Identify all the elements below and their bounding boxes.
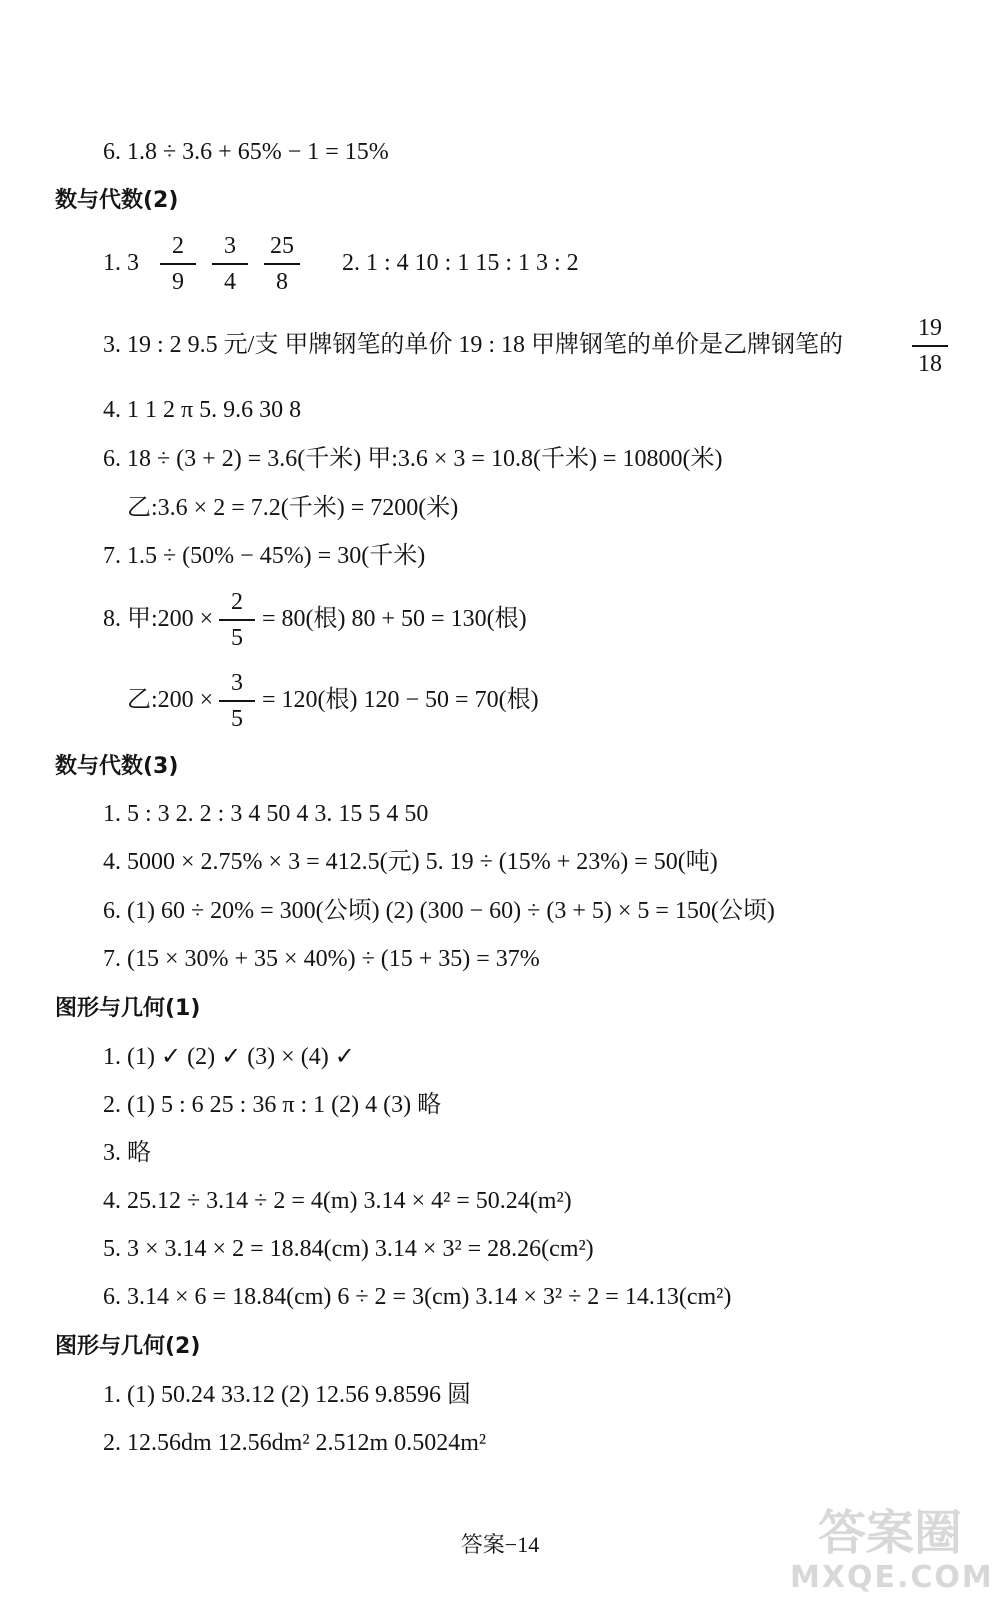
fraction-denominator: 5 — [231, 706, 243, 732]
answer-line: 6. (1) 60 ÷ 20% = 300(公顷) (2) (300 − 60) ÷ (3 + 5) × 5 = 150(公顷) — [103, 898, 775, 924]
fraction — [208, 232, 252, 296]
fraction-bar — [912, 345, 948, 347]
fraction-numerator: 2 — [172, 233, 184, 259]
answer-line: 乙:200 × — [127, 687, 214, 713]
answer-line: 2. 12.56dm 12.56dm² 2.512m 0.5024m² — [103, 1430, 487, 1456]
answer-line: 4. 1 1 2 π 5. 9.6 30 8 — [103, 397, 302, 423]
answer-line: 7. 1.5 ÷ (50% − 45%) = 30(千米) — [103, 543, 426, 569]
page-number: 答案−14 — [460, 1532, 540, 1557]
fraction-numerator: 3 — [231, 670, 243, 696]
answer-line: 2. 1 : 4 10 : 1 15 : 1 3 : 2 — [342, 250, 579, 276]
watermark-url: MXQE.COM — [790, 1560, 994, 1595]
answer-line: = 80(根) 80 + 50 = 130(根) — [262, 606, 527, 632]
answer-line: 6. 1.8 ÷ 3.6 + 65% − 1 = 15% — [103, 139, 389, 165]
answer-line: 4. 25.12 ÷ 3.14 ÷ 2 = 4(m) 3.14 × 4² = 50.24(m²) — [103, 1188, 572, 1214]
fraction — [215, 588, 259, 652]
fraction-bar — [160, 263, 196, 265]
answer-line: 6. 3.14 × 6 = 18.84(cm) 6 ÷ 2 = 3(cm) 3.14 × 3² ÷ 2 = 14.13(cm²) — [103, 1284, 732, 1310]
answer-line: 4. 5000 × 2.75% × 3 = 412.5(元) 5. 19 ÷ (15% + 23%) = 50(吨) — [103, 849, 718, 875]
answer-line: 5. 3 × 3.14 × 2 = 18.84(cm) 3.14 × 3² = 28.26(cm²) — [103, 1236, 594, 1262]
answer-line: 1. (1) ✓ (2) ✓ (3) × (4) ✓ — [103, 1044, 355, 1070]
fraction-bar — [264, 263, 300, 265]
section-heading: 图形与几何(1) — [55, 996, 201, 1021]
answer-line: 1. (1) 50.24 33.12 (2) 12.56 9.8596 圆 — [103, 1382, 471, 1408]
fraction-denominator: 5 — [231, 625, 243, 651]
answer-line: 乙:3.6 × 2 = 7.2(千米) = 7200(米) — [127, 495, 459, 521]
answer-line: 8. 甲:200 × — [103, 606, 214, 632]
section-heading: 图形与几何(2) — [55, 1334, 201, 1359]
fraction — [260, 232, 304, 296]
fraction-denominator: 4 — [224, 269, 236, 295]
fraction-numerator: 19 — [918, 315, 942, 341]
answer-line: 1. 3 — [103, 250, 139, 276]
watermark — [790, 1505, 994, 1600]
fraction-numerator: 3 — [224, 233, 236, 259]
answer-line: 3. 略 — [103, 1140, 151, 1166]
answer-line: 1. 5 : 3 2. 2 : 3 4 50 4 3. 15 5 4 50 — [103, 801, 429, 827]
fraction-bar — [219, 619, 255, 621]
answer-line: 6. 18 ÷ (3 + 2) = 3.6(千米) 甲:3.6 × 3 = 10.8(千米) = 10800(米) — [103, 446, 723, 472]
fraction — [156, 232, 200, 296]
answer-line: = 120(根) 120 − 50 = 70(根) — [262, 687, 539, 713]
fraction — [215, 669, 259, 733]
fraction — [908, 314, 952, 378]
watermark-text: 答案圈 — [817, 1505, 962, 1561]
section-heading: 数与代数(2) — [55, 188, 179, 213]
fraction-denominator: 8 — [276, 269, 288, 295]
fraction-numerator: 2 — [231, 589, 243, 615]
fraction-bar — [219, 700, 255, 702]
answer-line: 7. (15 × 30% + 35 × 40%) ÷ (15 + 35) = 37% — [103, 946, 540, 972]
answer-line: 2. (1) 5 : 6 25 : 36 π : 1 (2) 4 (3) 略 — [103, 1092, 442, 1118]
answer-line: 3. 19 : 2 9.5 元/支 甲牌钢笔的单价 19 : 18 甲牌钢笔的单价是乙牌钢笔的 — [103, 332, 844, 358]
section-heading: 数与代数(3) — [55, 754, 179, 779]
fraction-numerator: 25 — [270, 233, 294, 259]
fraction-denominator: 9 — [172, 269, 184, 295]
fraction-denominator: 18 — [918, 351, 942, 377]
fraction-bar — [212, 263, 248, 265]
